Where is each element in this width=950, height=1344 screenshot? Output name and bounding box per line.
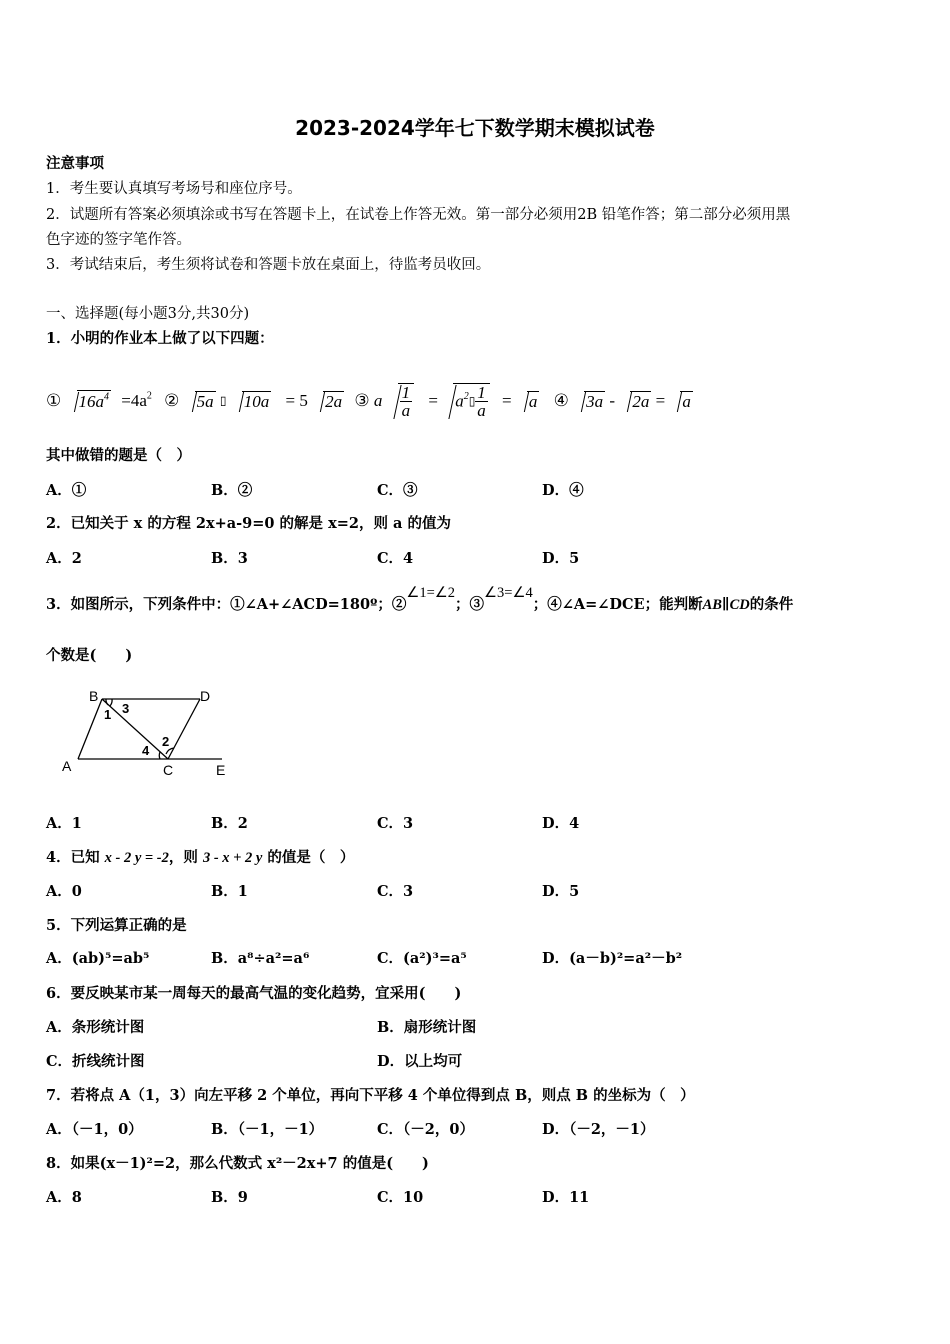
- section-heading: 一、选择题(每小题3分,共30分): [46, 306, 250, 322]
- q1-label-1: ①: [46, 391, 62, 410]
- q3-stem-line2: 个数是( ): [46, 647, 133, 664]
- option-a: A．条形统计图: [46, 1019, 145, 1036]
- sqrt-symbol: $16a^4$: [68, 390, 112, 412]
- sqrt-symbol: 10a: [233, 390, 272, 412]
- angle-4-label: 4: [142, 743, 150, 758]
- sqrt-symbol: 2a: [314, 390, 344, 412]
- option-d: D．5: [542, 550, 580, 567]
- line-ab: [78, 699, 102, 759]
- label-b: B: [89, 688, 99, 704]
- option-a: A．0: [46, 883, 82, 900]
- q8-stem: 8．如果(x－1)²=2，那么代数式 x²－2x+7 的值是( ): [46, 1155, 429, 1172]
- option-a: A．(ab)⁵=ab⁵: [46, 950, 150, 967]
- option-c: C．3: [377, 883, 414, 900]
- label-a: A: [62, 758, 72, 774]
- line-dc: [168, 699, 200, 759]
- option-b: B．（－1，－1）: [211, 1121, 324, 1138]
- option-d: D．以上均可: [377, 1053, 463, 1070]
- notice-item: 色字迹的签字笔作答。: [46, 232, 191, 248]
- option-c: C．3: [377, 815, 414, 832]
- option-d: D．(a－b)²=a²－b²: [542, 950, 683, 967]
- q1-stem: 1．小明的作业本上做了以下四题：: [46, 330, 274, 347]
- q1-label-4: ④: [553, 391, 569, 410]
- option-c: C．10: [377, 1189, 424, 1206]
- option-a: A．1: [46, 815, 82, 832]
- sqrt-symbol: 5a: [186, 390, 216, 412]
- notice-item: 3．考试结束后，考生须将试卷和答题卡放在桌面上，待监考员收回。: [46, 257, 491, 273]
- sqrt-symbol: $\frac{1}{a}$: [389, 383, 415, 419]
- angle-arc: [106, 699, 108, 705]
- angle-arc: [110, 699, 112, 706]
- notice-item: 1．考生要认真填写考场号和座位序号。: [46, 181, 302, 197]
- option-c: C．(a²)³=a⁵: [377, 950, 467, 967]
- angle-3-label: 3: [122, 701, 130, 716]
- q3-stem: 3．如图所示，下列条件中：①∠A+∠ACD=180º；②∠1=∠2；③∠3=∠4；④∠A=∠DCE；能判断AB∥CD的条件: [46, 585, 794, 613]
- q1-ask: 其中做错的题是（ ）: [46, 447, 191, 464]
- sqrt-symbol: 2a: [621, 390, 651, 412]
- option-b: B．a⁸÷a²=a⁶: [211, 950, 310, 967]
- option-c: C．折线统计图: [46, 1053, 145, 1070]
- notice-item: 2．试题所有答案必须填涂或书写在答题卡上，在试卷上作答无效。第一部分必须用2B 铅笔作答；第二部分必须用黑: [46, 207, 791, 223]
- option-b: B．9: [211, 1189, 248, 1206]
- option-c: C．4: [377, 550, 414, 567]
- option-a: A．2: [46, 550, 82, 567]
- angle-1-label: 1: [104, 707, 112, 722]
- option-a: A．8: [46, 1189, 82, 1206]
- notice-heading: 注意事项: [46, 155, 104, 172]
- option-b: B．3: [211, 550, 248, 567]
- sqrt-symbol: a: [671, 390, 693, 412]
- option-c: C．（－2，0）: [377, 1121, 474, 1138]
- page-title: 2023-2024学年七下数学期末模拟试卷: [295, 116, 655, 140]
- q4-stem: 4．已知 x - 2 y = -2，则 3 - x + 2 y 的值是（ ）: [46, 849, 355, 866]
- option-b: B．②: [211, 482, 253, 499]
- label-d: D: [200, 688, 211, 704]
- parallelogram-figure: [56, 682, 236, 782]
- option-b: B．扇形统计图: [377, 1019, 477, 1036]
- sqrt-symbol: 3a: [575, 390, 605, 412]
- sqrt-symbol: a: [518, 390, 540, 412]
- option-a: A．①: [46, 482, 87, 499]
- q6-stem: 6．要反映某市某一周每天的最高气温的变化趋势，宜采用( ): [46, 985, 462, 1002]
- option-b: B．1: [211, 883, 248, 900]
- angle-arc: [159, 752, 160, 759]
- option-d: D．11: [542, 1189, 590, 1206]
- option-d: D．④: [542, 482, 584, 499]
- option-c: C．③: [377, 482, 418, 499]
- q2-stem: 2．已知关于 x 的方程 2x+a-9=0 的解是 x=2，则 a 的值为: [46, 515, 451, 532]
- option-d: D．（－2，－1）: [542, 1121, 655, 1138]
- angle-2-label: 2: [162, 734, 170, 749]
- label-c: C: [163, 762, 174, 778]
- line-bc: [102, 699, 168, 759]
- sqrt-symbol: $a^2▯$ $\frac{1}{a}$: [444, 383, 490, 419]
- option-d: D．4: [542, 815, 580, 832]
- q7-stem: 7．若将点 A（1，3）向左平移 2 个单位，再向下平移 4 个单位得到点 B，则点 B 的坐标为（ ）: [46, 1087, 695, 1104]
- q1-expressions: ① $16a^4 =4a^2$ ② 5a ▯ 10a = 5 2a ③ a $\frac{1}{a}$ = $a^2▯$ $\frac{1}{a}$ = a ④ 3a - 2a = a: [46, 383, 691, 420]
- option-a: A．（－1，0）: [46, 1121, 143, 1138]
- label-e: E: [216, 762, 226, 778]
- option-b: B．2: [211, 815, 248, 832]
- q1-label-3: ③: [354, 391, 370, 410]
- q5-stem: 5．下列运算正确的是: [46, 917, 187, 934]
- option-d: D．5: [542, 883, 580, 900]
- q1-label-2: ②: [164, 391, 180, 410]
